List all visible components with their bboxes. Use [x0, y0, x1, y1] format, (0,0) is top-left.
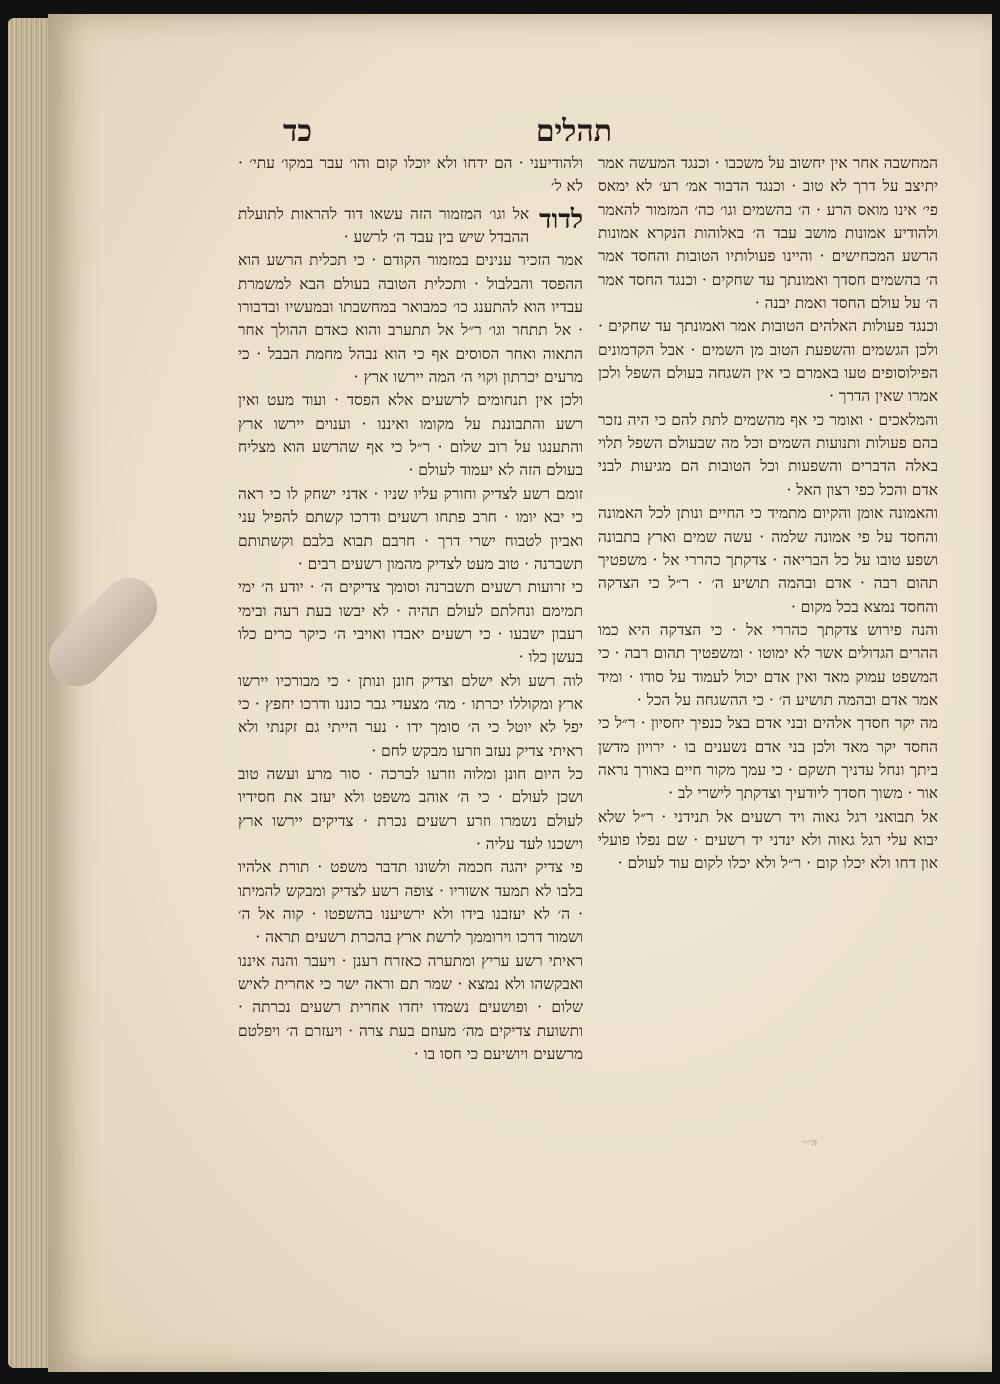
left-paragraph: פי צדיק יהגה חכמה ולשונו תדבר משפט · תורת אלהיו בלבו לא תמעד אשוריו · צופה רשע לצדיק ומבקש להמיתו · ה׳ לא יעזבנו בידו ולא ירשיענו בהשפטו · קוה אל ה׳ ושמור דרכו וירוממך לרשת ארץ בהכרת רשעים תראה · [238, 858, 583, 947]
left-paragraph: אמר הזכיר ענינים במזמור הקודם · כי תכלית הרשע הוא ההפסד והבלבול · ותכלית הטובה בעולם הבא למשמרת עבדיו הוא להתענג כו׳ כמבואר במחשבתו ובמעשיו ובדבורו · אל תתחר וגו׳ ר״ל אל תתערב והוא כאדם ההולך אחר התאוה ואחר הסוסים אף כי הוא נבהל מחמת הבבל · כי מרעים יכרתון וקוי ה׳ המה יירשו ארץ · [238, 251, 583, 387]
right-paragraph: והנה פירוש צדקתך כהררי אל · כי הצדקה היא כמו ההרים הגדולים אשר לא ימוטו · ומשפטיך תהום רבה · כי המשפט עמוק מאד ואין אדם יכול לעמוד על סודו · ומיד אמר אדם ובהמה תושיע ה׳ · כי ההשגחה על הכל · [598, 620, 938, 709]
left-paragraph: כי זרועות רשעים תשברנה וסומך צדיקים ה׳ · יודע ה׳ ימי תמימם ונחלתם לעולם תהיה · לא יבשו בעת רעה ובימי רעבון ישבעו · כי רשעים יאבדו ואויבי ה׳ כיקר כרים כלו בעשן כלו · [238, 578, 583, 667]
left-top-line: ולהודיעני · הם ידחו ולא יוכלו קום והו׳ עבר במקו׳ עתי׳ · לא ל׳ [238, 154, 583, 196]
right-paragraph: וכנגד פעולות האלהים הטובות אמר ואמונתך עד שחקים · ולכן הגשמים והשפעת הטוב מן השמים · אבל הקדמונים הפילוסופים טעו באמרם כי אין השגחה בעולם השפל ולכן אמרו שאין הדרך · [598, 317, 938, 406]
page-header [48, 114, 992, 154]
left-paragraph: כל היום חונן ומלוה וזרעו לברכה · סור מרע ועשה טוב ושכן לעולם · כי ה׳ אוהב משפט ולא יעזב את חסידיו לעולם נשמרו וזרע רשעים נכרת · צדיקים יירשו ארץ וישכנו לעד עליה · [238, 764, 583, 853]
page-marker-strip [37, 566, 169, 698]
running-title: תהלים [535, 114, 612, 149]
right-paragraph: המחשבה אחר אין יחשוב על משכבו · וכנגד המעשה אמר יתיצב על דרך לא טוב · וכנגד הדבור אמ׳ רע׳ לא ימאס פי׳ אינו מואס הרע · ה׳ בהשמים וגו׳ כה׳ המזמור להאמר ולהודיע אמונות מושב עבד ה׳ באלוהות הנקרא אמונות הרשע המכחישים · והיינו פעולותיו הטובות והחסד אמר ה׳ בהשמים חסדך ואמונתך עד שחקים · וכנגד החסד אמר ה׳ על עולם החסד ואמת יבנה · [598, 154, 938, 313]
psalm-incipit-row [238, 203, 583, 250]
left-paragraph: זומם רשע לצדיק וחורק עליו שניו · אדני ישחק לו כי ראה כי יבא יומו · חרב פתחו רשעים ודרכו קשתם להפיל עני ואביון לטבוח ישרי דרך · חרבם תבוא בלבם וקשתותם תשברנה · טוב מעט לצדיק מהמון רשעים רבים · [238, 484, 583, 573]
footer-mark: ה׳׳׳׳ [802, 1138, 818, 1149]
psalm-incipit-word: לדוד [539, 204, 583, 235]
book-page [48, 14, 992, 1372]
psalm-incipit-line: אל וגו׳ המזמור הזה עשאו דוד להראות לתועלת ההבדל שיש בין עבד ה׳ לרשע · [238, 204, 530, 247]
folio-number: כד [283, 114, 313, 149]
right-text-column [598, 152, 938, 1072]
left-paragraph: ראיתי רשע עריץ ומתערה כאזרח רענן · ויעבר והנה איננו ואבקשהו ולא נמצא · שמר תם וראה ישר כי אחרית לאיש שלום · ופושעים נשמדו יחדו אחרית רשעים נכרתה · ותשועת צדיקים מה׳ מעוזם בעת צרה · ויעזרם ה׳ ויפלטם מרשעים ויושיעם כי חסו בו · [238, 951, 583, 1064]
left-paragraph: ולכן אין תנחומים לרשעים אלא הפסד · ועוד מעט ואין רשע והתבוננת על מקומו ואיננו · וענוים יירשו ארץ והתענגו על רוב שלום · ר״ל כי אף שהרשע הוא מצליח בעולם הזה לא יעמוד לעולם · [238, 391, 583, 480]
right-paragraph: מה יקר חסדך אלהים ובני אדם בצל כנפיך יחסיון · ר״ל כי החסד יקר מאד ולכן בני אדם נשענים בו · ירויון מדשן ביתך ונחל עדניך תשקם · כי עמך מקור חיים באורך נראה אור · משוך חסדך ליודעיך וצדקתך לישרי לב · [598, 714, 938, 803]
right-paragraph: והמלאכים · ואומר כי אף מהשמים לתת להם כי היה נזכר בהם פעולות ותנועות השמים וכל מה שבעולם השפל תלוי באלה הדברים והשפעות וכל הטובות הם מגיעות לבני אדם והכל כפי רצון האל · [598, 410, 938, 499]
left-text-column [238, 152, 583, 1222]
right-paragraph: אל תבואני רגל גאוה ויד רשעים אל תנידני · ר״ל שלא יבוא עלי רגל גאוה ולא ינדני יד רשעים · שם נפלו פועלי און דחו ולא יכלו קום · ר״ל ולא יכלו לקום עוד לעולם · [598, 807, 938, 873]
right-paragraph: והאמונה אומן והקיום מתמיד כי החיים ונותן לכל האמונה והחסד על פי אמונה שלמה · עשה שמים וארץ בתבונה ושפע טובו על כל הבריאה · צדקתך כהררי אל · משפטיך תהום רבה · אדם ובהמה תושיע ה׳ · ר״ל כי הצדקה והחסד נמצא בכל מקום · [598, 504, 938, 616]
left-paragraph: לוה רשע ולא ישלם וצדיק חונן ונותן · כי מבורכיו יירשו ארץ ומקוללו יכרתו · מה׳ מצעדי גבר כוננו ודרכו יחפץ · כי יפל לא יוטל כי ה׳ סומך ידו · נער הייתי גם זקנתי ולא ראיתי צדיק נעזב וזרעו מבקש לחם · [238, 671, 583, 760]
